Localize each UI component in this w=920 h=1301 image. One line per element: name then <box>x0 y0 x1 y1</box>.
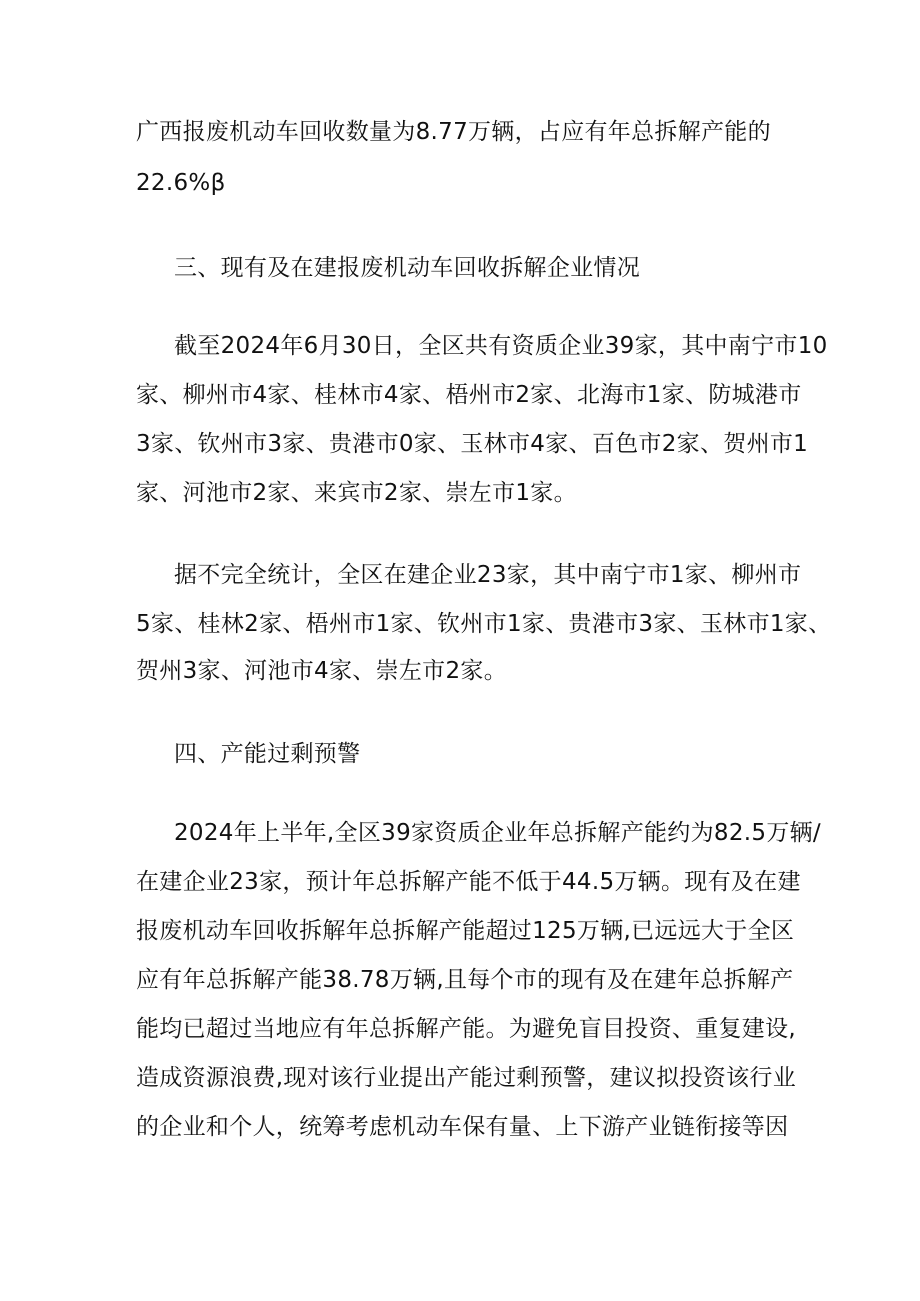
warning-line-1: 2024年上半年,全区39家资质企业年总拆解产能约为82.5万辆∕ <box>174 820 821 846</box>
qualified-line-4: 家、河池市2家、来宾市2家、崇左市1家。 <box>136 480 577 506</box>
intro-line-1: 广西报废机动车回收数量为8.77万辆，占应有年总拆解产能的 <box>136 119 771 145</box>
warning-line-3: 报废机动车回收拆解年总拆解产能超过125万辆,已远远大于全区 <box>136 918 795 944</box>
construction-line-3: 贺州3家、河池市4家、崇左市2家。 <box>136 658 507 684</box>
section-4-heading: 四、产能过剩预警 <box>174 741 361 767</box>
qualified-line-3: 3家、钦州市3家、贵港市0家、玉林市4家、百色市2家、贺州市1 <box>136 431 809 457</box>
qualified-line-1: 截至2024年6月30日，全区共有资质企业39家，其中南宁市10 <box>174 333 828 359</box>
intro-line-2: 22.6%β <box>136 170 226 196</box>
warning-line-5: 能均已超过当地应有年总拆解产能。为避免盲目投资、重复建设, <box>136 1016 797 1042</box>
section-3-heading: 三、现有及在建报废机动车回收拆解企业情况 <box>174 255 640 281</box>
warning-line-6: 造成资源浪费,现对该行业提出产能过剩预警，建议拟投资该行业 <box>136 1065 797 1091</box>
construction-line-2: 5家、桂林2家、梧州市1家、钦州市1家、贵港市3家、玉林市1家、 <box>136 611 832 637</box>
warning-line-4: 应有年总拆解产能38.78万辆,且每个市的现有及在建年总拆解产 <box>136 967 794 993</box>
qualified-line-2: 家、柳州市4家、桂林市4家、梧州市2家、北海市1家、防城港市 <box>136 382 802 408</box>
warning-line-2: 在建企业23家，预计年总拆解产能不低于44.5万辆。现有及在建 <box>136 869 801 895</box>
warning-line-7: 的企业和个人，统筹考虑机动车保有量、上下游产业链衔接等因 <box>136 1114 789 1140</box>
construction-line-1: 据不完全统计，全区在建企业23家，其中南宁市1家、柳州市 <box>174 562 802 588</box>
